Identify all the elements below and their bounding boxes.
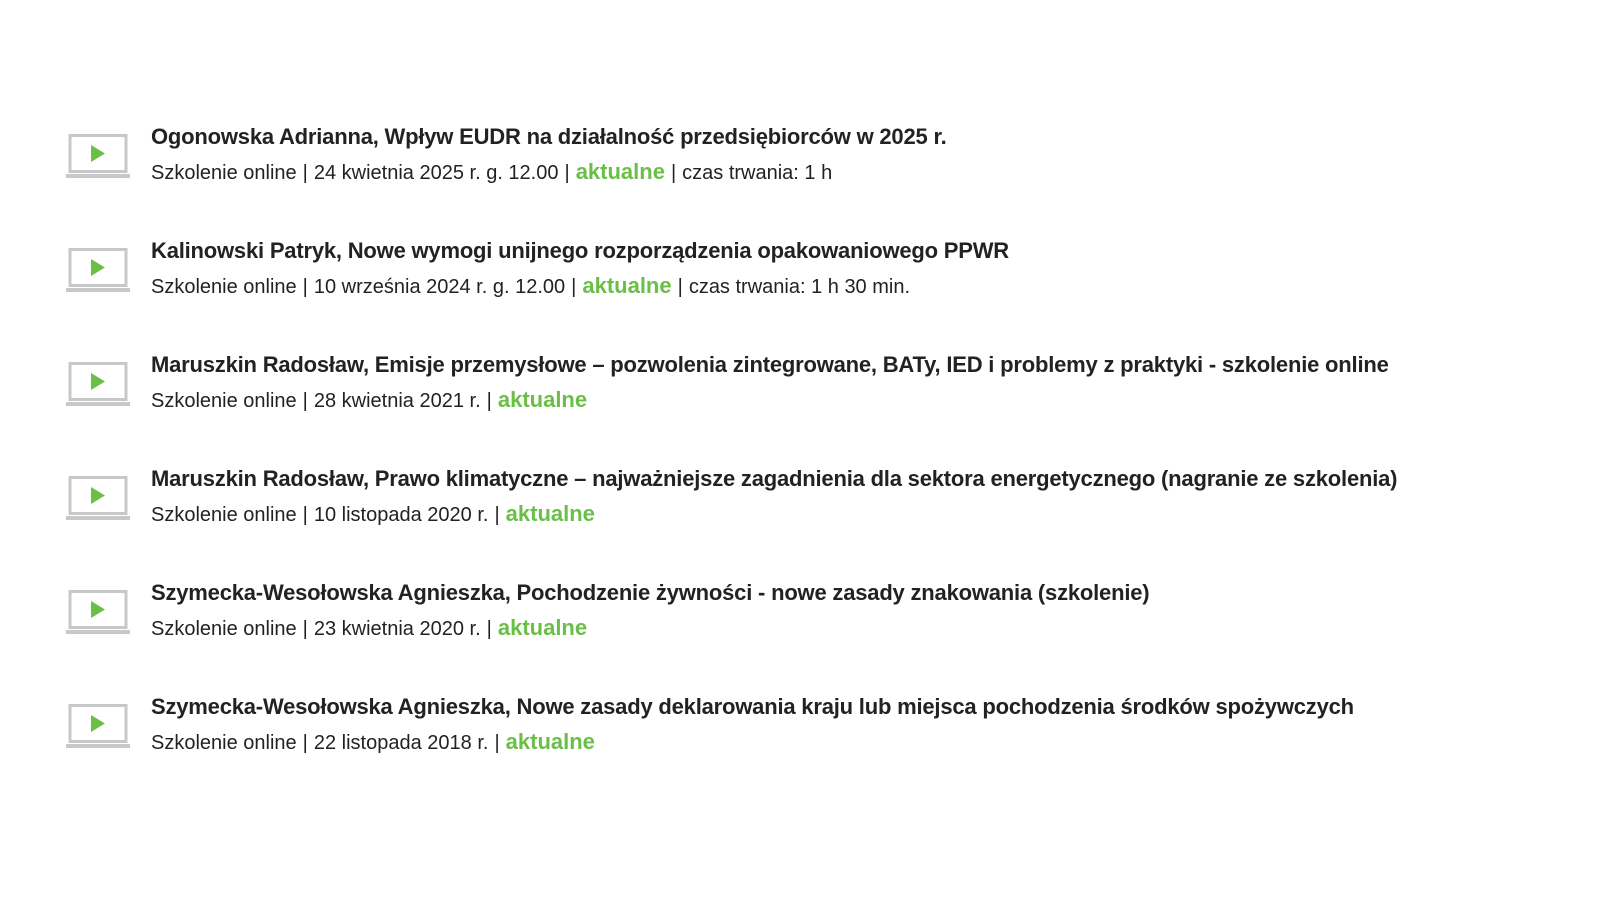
status-badge[interactable]: aktualne <box>575 159 665 184</box>
item-type: Szkolenie online <box>151 732 297 754</box>
item-title[interactable]: Maruszkin Radosław, Prawo klimatyczne – najważniejsze zagadnienia dla sektora energetycznego (nagranie ze szkolenia) <box>151 466 1398 491</box>
item-meta: Szkolenie online | 24 kwietnia 2025 r. g. 12.00 | aktualne | czas trwania: 1 h <box>151 159 833 184</box>
item-duration: czas trwania: 1 h <box>682 162 833 184</box>
laptop-play-icon[interactable] <box>66 476 130 524</box>
laptop-play-icon[interactable] <box>66 704 130 752</box>
status-badge[interactable]: aktualne <box>497 615 588 640</box>
item-meta: Szkolenie online | 23 kwietnia 2020 r. | aktualne <box>151 615 588 640</box>
item-date: 24 kwietnia 2025 r. g. 12.00 <box>313 162 559 184</box>
item-meta: Szkolenie online | 22 listopada 2018 r. | aktualne <box>151 729 595 754</box>
item-type: Szkolenie online <box>151 162 297 184</box>
laptop-play-icon[interactable] <box>66 248 130 296</box>
training-list <box>0 122 1600 806</box>
item-title[interactable]: Ogonowska Adrianna, Wpływ EUDR na działalność przedsiębiorców w 2025 r. <box>151 124 947 149</box>
list-item <box>0 350 1600 464</box>
item-title[interactable]: Szymecka-Wesołowska Agnieszka, Nowe zasady deklarowania kraju lub miejsca pochodzenia środków spożywczych <box>151 694 1354 719</box>
list-item <box>0 122 1600 236</box>
item-date: 10 września 2024 r. g. 12.00 <box>313 276 566 298</box>
item-date: 10 listopada 2020 r. <box>313 504 489 526</box>
item-meta: Szkolenie online | 10 listopada 2020 r. | aktualne <box>151 501 595 526</box>
list-item <box>0 464 1600 578</box>
item-title[interactable]: Szymecka-Wesołowska Agnieszka, Pochodzenie żywności - nowe zasady znakowania (szkolenie) <box>151 580 1150 605</box>
list-item <box>0 692 1600 806</box>
status-badge[interactable]: aktualne <box>497 387 588 412</box>
item-title[interactable]: Maruszkin Radosław, Emisje przemysłowe – pozwolenia zintegrowane, BATy, IED i problemy z praktyki - szkolenie online <box>151 352 1389 377</box>
laptop-play-icon[interactable] <box>66 590 130 638</box>
laptop-play-icon[interactable] <box>66 134 130 182</box>
item-type: Szkolenie online <box>151 504 297 526</box>
item-type: Szkolenie online <box>151 390 297 412</box>
item-date: 28 kwietnia 2021 r. <box>313 390 481 412</box>
status-badge[interactable]: aktualne <box>505 501 595 526</box>
laptop-play-icon[interactable] <box>66 362 130 410</box>
item-duration: czas trwania: 1 h 30 min. <box>688 276 911 298</box>
item-title[interactable]: Kalinowski Patryk, Nowe wymogi unijnego rozporządzenia opakowaniowego PPWR <box>151 238 1009 263</box>
status-badge[interactable]: aktualne <box>505 729 595 754</box>
item-date: 22 listopada 2018 r. <box>313 732 489 754</box>
item-meta: Szkolenie online | 10 września 2024 r. g. 12.00 | aktualne | czas trwania: 1 h 30 min. <box>151 273 911 298</box>
item-meta: Szkolenie online | 28 kwietnia 2021 r. | aktualne <box>151 387 588 412</box>
status-badge[interactable]: aktualne <box>582 273 672 298</box>
item-type: Szkolenie online <box>151 618 297 640</box>
item-date: 23 kwietnia 2020 r. <box>313 618 481 640</box>
list-item <box>0 578 1600 692</box>
list-item <box>0 236 1600 350</box>
item-type: Szkolenie online <box>151 276 297 298</box>
